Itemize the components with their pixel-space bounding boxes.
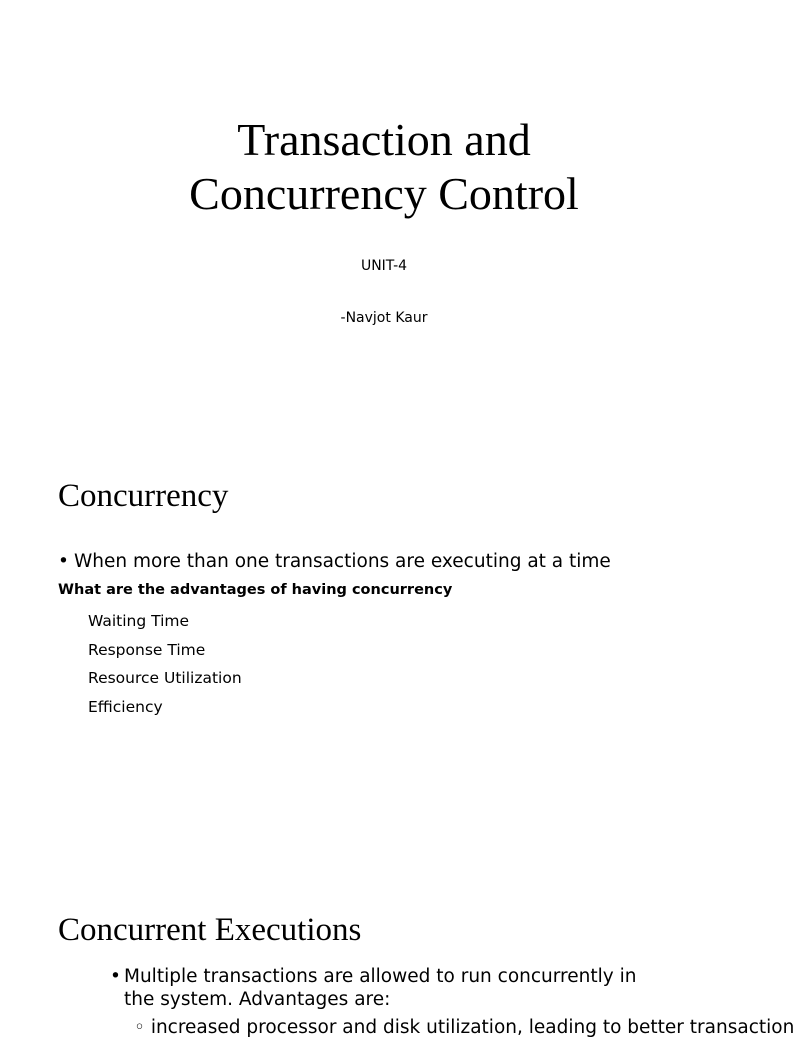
- bullet-item: [110, 965, 670, 1011]
- title-slide: [0, 0, 768, 430]
- sub-bullet-icon: ◦: [134, 1017, 145, 1038]
- bullet-item: [58, 550, 611, 574]
- slide-heading: Concurrent Executions: [58, 912, 362, 948]
- list-item: Efficiency: [88, 697, 163, 716]
- title-line-2: Concurrency Control: [189, 168, 579, 219]
- bullet-text: Multiple transactions are allowed to run concurrently in the system. Advantages are:: [124, 966, 637, 1010]
- unit-label: UNIT-4: [360, 258, 408, 274]
- bullet-icon: •: [58, 551, 69, 572]
- sub-bullet-item: [134, 1016, 794, 1039]
- sub-bullet-text: increased processor and disk utilization, leading to better transaction: [150, 1017, 794, 1038]
- concurrent-executions-slide: [0, 860, 794, 1038]
- author-label: -Navjot Kaur: [340, 310, 428, 326]
- advantages-list: [88, 611, 242, 725]
- advantages-question: What are the advantages of having concurrency: [58, 582, 453, 598]
- bullet-text: When more than one transactions are executing at a time: [74, 551, 611, 572]
- bullet-icon: •: [110, 966, 121, 987]
- list-item: Resource Utilization: [88, 669, 242, 687]
- presentation-title: [0, 113, 768, 221]
- title-line-1: Transaction and: [237, 114, 531, 165]
- list-item: Waiting Time: [88, 612, 190, 630]
- list-item: Response Time: [88, 640, 206, 659]
- slide-heading: Concurrency: [58, 478, 229, 514]
- concurrency-slide: [0, 430, 768, 860]
